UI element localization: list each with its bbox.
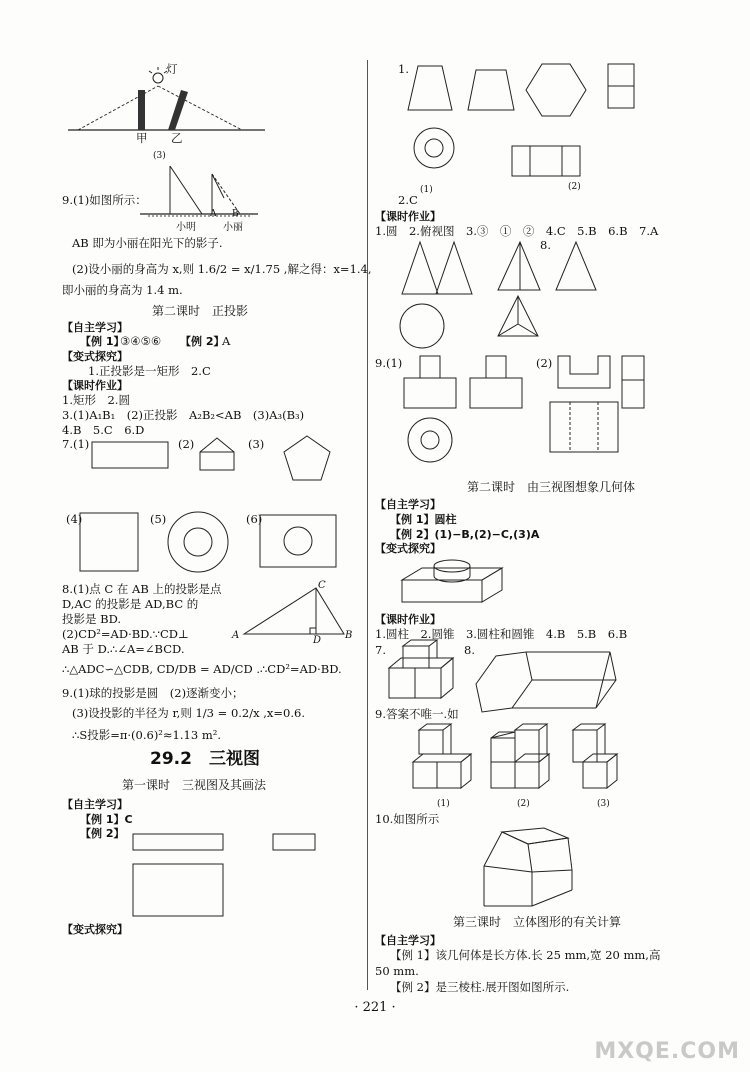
r-bianshi-heading: 【变式探究】 bbox=[375, 542, 441, 555]
r-lesson2-title: 第二课时 由三视图想象几何体 bbox=[467, 480, 636, 494]
watermark: MXQE.COM bbox=[594, 1039, 740, 1064]
r-q9: 9.答案不唯一.如 bbox=[375, 707, 459, 721]
ex1b: 【例 1】C bbox=[80, 813, 133, 826]
r-q7-cubes bbox=[385, 640, 465, 715]
section-title: 29.2 三视图 bbox=[150, 749, 260, 769]
q7-label-5: (5) bbox=[150, 512, 167, 526]
three-views-figure bbox=[125, 830, 345, 930]
ex1-answer: ③④⑤⑥ bbox=[120, 334, 162, 348]
r-zizhu-heading: 【自主学习】 bbox=[375, 498, 441, 511]
q8-line5: AB 于 D.∴∠A=∠BCD. bbox=[62, 642, 185, 656]
q9b-line2: (3)设投影的半径为 r,则 1/3 = 0.2/x ,x=0.6. bbox=[72, 706, 305, 720]
lesson2-title: 第二课时 正投影 bbox=[152, 304, 249, 318]
right-triangle-figure bbox=[240, 582, 353, 642]
yi-label: 乙 bbox=[171, 131, 183, 145]
ex1-label: 【例 1】 bbox=[80, 335, 125, 348]
q7-views-row1 bbox=[60, 430, 360, 500]
lamp-shadow-figure bbox=[60, 58, 270, 158]
bianshi-heading: 【变式探究】 bbox=[62, 350, 128, 363]
r-ex1b-line1: 【例 1】该几何体是长方体.长 25 mm,宽 20 mm,高 bbox=[390, 948, 661, 962]
hw-3: 3.(1)A₁B₁ (2)正投影 A₂B₂<AB (3)A₃(B₃) bbox=[62, 408, 305, 422]
r-ex1b-line2: 50 mm. bbox=[375, 964, 419, 978]
r-ex2: 【例 2】(1)−B,(2)−C,(3)A bbox=[390, 528, 540, 541]
r-q2: 2.C bbox=[398, 193, 418, 207]
ex2-label: 【例 2】 bbox=[180, 335, 225, 348]
keshi-heading: 【课时作业】 bbox=[62, 379, 128, 392]
q8-line1: 8.(1)点 C 在 AB 上的投影是点 bbox=[62, 582, 222, 596]
hw-4: 4.B 5.C 6.D bbox=[62, 423, 145, 437]
q7-label-4: (4) bbox=[66, 512, 83, 526]
figure-caption: (3) bbox=[153, 151, 166, 161]
r-cone-views bbox=[398, 238, 628, 358]
zizhu2-heading: 【自主学习】 bbox=[62, 798, 128, 811]
q7-views-row2 bbox=[60, 505, 360, 580]
r-hw1: 1.圆 2.俯视图 3.③ ① ② 4.C 5.B 6.B 7.A bbox=[375, 224, 659, 238]
r-cap1: (1) bbox=[420, 185, 433, 195]
r-hw2: 1.圆柱 2.圆锥 3.圆柱和圆锥 4.B 5.B 6.B bbox=[375, 627, 628, 641]
q8-line4: (2)CD²=AD·BD.∵CD⊥ bbox=[62, 627, 189, 641]
lamp-label: 灯 bbox=[166, 62, 178, 76]
r-q9-cap2: (2) bbox=[517, 799, 530, 809]
r-q9-cap1: (1) bbox=[437, 799, 450, 809]
q9-line2: AB 即为小丽在阳光下的影子. bbox=[72, 236, 223, 250]
q9-line4: 即小丽的身高为 1.4 m. bbox=[62, 283, 183, 297]
zizhu-heading: 【自主学习】 bbox=[62, 321, 128, 334]
r-q10-solid bbox=[480, 826, 610, 916]
tri-label-b: B bbox=[345, 630, 353, 641]
r-q10: 10.如图所示 bbox=[375, 812, 440, 826]
r-keshi-heading: 【课时作业】 bbox=[375, 210, 441, 223]
fig-label-a: A bbox=[210, 209, 217, 219]
r-cap2: (2) bbox=[568, 182, 581, 192]
fig-label-b: B bbox=[232, 209, 239, 219]
column-divider bbox=[367, 60, 368, 990]
r-cylinder-on-box bbox=[398, 554, 528, 614]
r-lesson3-title: 第三课时 立体图形的有关计算 bbox=[453, 915, 622, 929]
ex2-answer: A bbox=[222, 334, 231, 348]
q9b-line1: 9.(1)球的投影是圆 (2)逐渐变小； bbox=[62, 686, 244, 700]
r-q9-cap3: (3) bbox=[597, 799, 610, 809]
r-q9-views bbox=[400, 352, 680, 472]
r-keshi2-heading: 【课时作业】 bbox=[375, 613, 441, 626]
r-q9-cubes bbox=[405, 720, 645, 800]
q9b-line3: ∴S投影=π·(0.6)²≈1.13 m². bbox=[72, 728, 221, 742]
bianshi2-heading: 【变式探究】 bbox=[62, 923, 128, 936]
fig-label-xiaoli: 小丽 bbox=[223, 222, 243, 233]
r-q8-prism bbox=[470, 650, 630, 720]
tri-label-a: A bbox=[232, 630, 240, 641]
q8-line6: ∴△ADC∽△CDB, CD/DB = AD/CD .∴CD²=AD·BD. bbox=[62, 662, 342, 676]
lesson1-title: 第一课时 三视图及其画法 bbox=[122, 778, 267, 792]
ex2b: 【例 2】 bbox=[80, 827, 125, 840]
q7-label-6: (6) bbox=[246, 512, 263, 526]
q7-label-1: 7.(1) bbox=[62, 437, 90, 451]
r-q9-label1: 9.(1) bbox=[375, 356, 403, 370]
q7-label-2: (2) bbox=[178, 437, 195, 451]
q8-line3: 投影是 BD. bbox=[62, 612, 122, 626]
r-zizhu2-heading: 【自主学习】 bbox=[375, 934, 441, 947]
r-q9-label2: (2) bbox=[536, 356, 553, 370]
r-q8-label: 8. bbox=[540, 238, 551, 252]
fig-label-xiaoming: 小明 bbox=[176, 222, 196, 233]
r-q1-label: 1. bbox=[398, 62, 409, 76]
sunlight-shadow-figure bbox=[140, 158, 260, 228]
r-q7: 7. bbox=[375, 643, 386, 657]
page-number: · 221 · bbox=[354, 1000, 396, 1015]
bianshi-answer: 1.正投影是一矩形 2.C bbox=[88, 364, 211, 378]
r-q8: 8. bbox=[464, 643, 475, 657]
q9-line3: (2)设小丽的身高为 x,则 1.6/2 = x/1.75 ,解之得：x=1.4, bbox=[72, 262, 372, 276]
r-ex2b: 【例 2】是三棱柱.展开图如图所示. bbox=[390, 980, 570, 994]
r-ex1: 【例 1】圆柱 bbox=[390, 513, 457, 526]
tri-label-d: D bbox=[313, 635, 322, 646]
q8-line2: D,AC 的投影是 AD,BC 的 bbox=[62, 597, 199, 611]
r-q1-figures bbox=[400, 60, 650, 190]
q9-line1: 9.(1)如图所示： bbox=[62, 193, 147, 207]
tri-label-c: C bbox=[318, 580, 326, 591]
hw-1: 1.矩形 2.圆 bbox=[62, 393, 130, 407]
q7-label-3: (3) bbox=[248, 437, 265, 451]
jia-label: 甲 bbox=[136, 131, 148, 145]
